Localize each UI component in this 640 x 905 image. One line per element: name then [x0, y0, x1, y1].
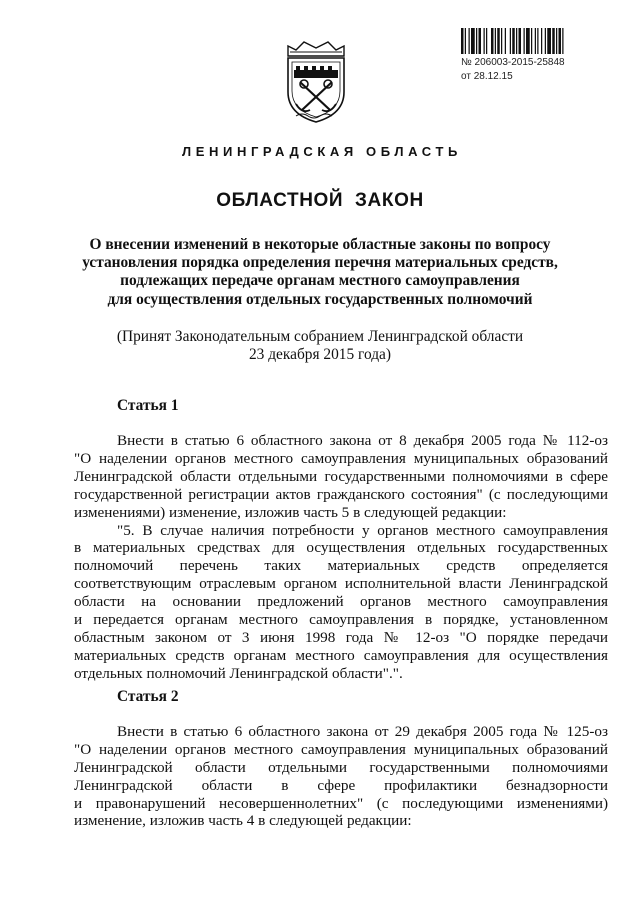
text-line: изменениями) изменение, изложив часть 5 в следующей редакции: — [74, 503, 507, 521]
barcode-bar — [547, 28, 551, 54]
text-line: Ленинградской области отдельными государственными полномочиями в сфере — [74, 467, 608, 485]
barcode-bar — [484, 28, 485, 54]
text-line: Ленинградской области отдельными государственными полномочиями — [74, 758, 608, 776]
barcode-bar — [471, 28, 475, 54]
text-line: и правонарушений несовершеннолетних" (с последующими изменениями) — [74, 794, 608, 812]
barcode-bar — [556, 28, 557, 54]
coat-of-arms-icon — [282, 38, 350, 124]
text-line: области на основании предложений органов местного самоуправления — [74, 593, 608, 611]
barcode-bar — [526, 28, 530, 54]
barcode-bar — [505, 28, 506, 54]
barcode-bar — [495, 28, 496, 54]
barcode-bar — [479, 28, 482, 54]
article-1-heading: Статья 1 — [117, 397, 179, 414]
law-title-line: подлежащих передаче органам местного самоуправления — [120, 272, 520, 290]
barcode-bar — [535, 28, 536, 54]
text-line: материальных средств органам местного самоуправления для осуществления — [74, 646, 608, 664]
barcode-bar — [501, 28, 502, 54]
adoption-note — [60, 328, 580, 364]
document-type: ОБЛАСТНОЙ ЗАКОН — [216, 190, 424, 211]
law-title-line: для осуществления отдельных государственных полномочий — [107, 290, 533, 308]
text-line: "5. В случае наличия потребности у органов местного самоуправления — [117, 521, 608, 539]
text-line: государственной регистрации актов гражданского состояния" (с последующими — [74, 485, 608, 503]
text-line: областным законом от 3 июня 1998 года № 12-оз "О порядке передачи — [74, 628, 608, 646]
barcode-bar — [486, 28, 487, 54]
barcode-bar — [491, 28, 494, 54]
law-title — [60, 236, 580, 309]
text-line: Ленинградской области в сфере профилактики безнадзорности — [74, 776, 608, 794]
barcode-bar — [519, 28, 522, 54]
text-line: Внести в статью 6 областного закона от 8 декабря 2005 года № 112-оз — [117, 432, 608, 449]
article-2-paragraph-1 — [74, 723, 608, 830]
registration-number: № 206003-2015-25848 — [461, 57, 565, 68]
text-line: и передается органам местного самоуправления в порядке, установленном — [74, 610, 608, 628]
barcode-bar — [512, 28, 515, 54]
text-line: изменение, изложив часть 4 в следующей редакции: — [74, 812, 412, 830]
article-2-heading: Статья 2 — [117, 688, 179, 705]
barcode-bar — [516, 28, 517, 54]
barcode-bar — [562, 28, 563, 54]
article-1-paragraph-2 — [74, 522, 608, 683]
barcode-bar — [476, 28, 477, 54]
law-title-line: установления порядка определения перечня материальных средств, — [82, 254, 558, 272]
barcode-bar — [559, 28, 562, 54]
text-line: отдельных полномочий Ленинградской области".". — [74, 664, 403, 682]
barcode-bar — [545, 28, 546, 54]
text-line: полномочий перечень таких материальных средств определяется — [74, 557, 608, 575]
barcode-bar — [469, 28, 470, 54]
barcode-bar — [541, 28, 542, 54]
region-name: ЛЕНИНГРАДСКАЯ ОБЛАСТЬ — [182, 144, 462, 159]
barcode-bar — [510, 28, 511, 54]
text-line: Внести в статью 6 областного закона от 29 декабря 2005 года № 125-оз — [117, 723, 608, 740]
adoption-note-line: 23 декабря 2015 года) — [248, 346, 392, 364]
text-line: "О наделении органов местного самоуправления муниципальных образований — [74, 740, 608, 758]
article-1-paragraph-1 — [74, 432, 608, 521]
law-title-line: О внесении изменений в некоторые областные законы по вопросу — [89, 236, 551, 253]
barcode-bar — [465, 28, 466, 54]
barcode-bar — [461, 28, 464, 54]
barcode-bar — [524, 28, 525, 54]
registration-date: от 28.12.15 — [461, 71, 513, 82]
barcode-bar — [531, 28, 532, 54]
text-line: соответствующим отраслевым органом исполнительной власти Ленинградской — [74, 575, 608, 593]
barcode-bar — [552, 28, 555, 54]
adoption-note-line: (Принят Законодательным собранием Ленинградской области — [116, 328, 524, 345]
barcode-bar — [537, 28, 538, 54]
barcode-bar — [497, 28, 500, 54]
barcode-icon — [461, 28, 607, 54]
text-line: в материальных средствах для осуществления отдельных государственных — [74, 539, 608, 557]
text-line: "О наделении органов местного самоуправления муниципальных образований — [74, 449, 608, 467]
